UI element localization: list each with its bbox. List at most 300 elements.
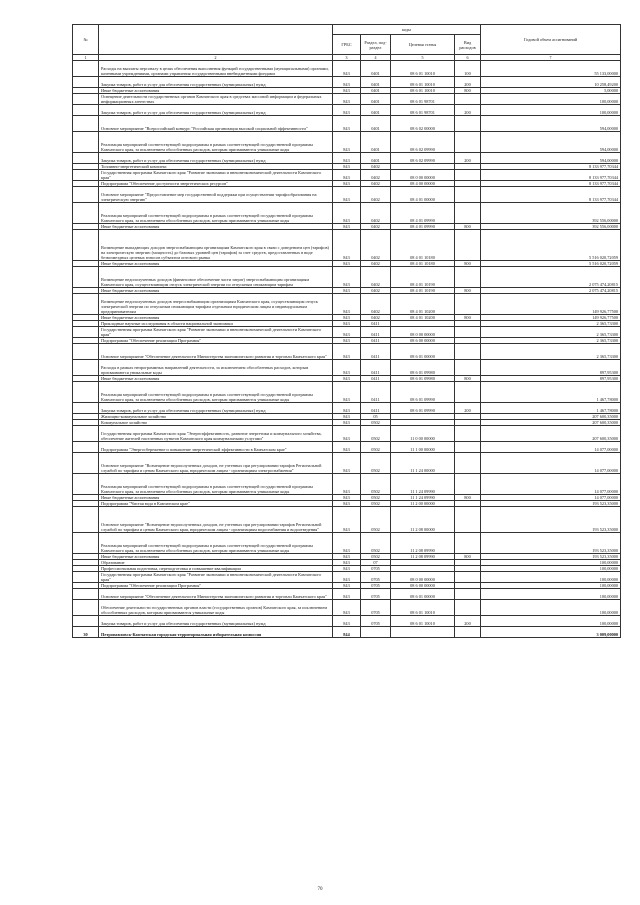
cell-rz: 0402 <box>361 230 391 261</box>
cell-amt: 1 467,78000 <box>481 382 621 403</box>
cell-amt: 100,00000 <box>481 560 621 566</box>
cell-grbs: 843 <box>333 267 361 288</box>
cell-cs: 11 1 24 00000 <box>391 453 455 474</box>
cell-grbs: 843 <box>333 495 361 501</box>
codes-group-header: коды <box>333 25 481 35</box>
cell-rz: 0705 <box>361 600 391 616</box>
cell-amt: 1 467,78000 <box>481 403 621 414</box>
cell-vr <box>455 627 481 638</box>
cell-rz: 0402 <box>361 181 391 187</box>
table-row <box>73 294 621 315</box>
cell-cs: 11 2 08 00000 <box>391 507 455 533</box>
table-row <box>73 230 621 261</box>
cell-grbs: 843 <box>333 338 361 344</box>
cell-no <box>73 616 99 627</box>
col-grbs-header: ГРБС <box>333 35 361 55</box>
cell-grbs: 844 <box>333 627 361 638</box>
cell-name: Образование <box>99 560 333 566</box>
cell-name: Закупка товаров, работ и услуг для обеспечения государственных (муниципальных) нужд <box>99 616 333 627</box>
cell-vr <box>455 187 481 203</box>
cell-rz: 0705 <box>361 616 391 627</box>
cell-grbs: 843 <box>333 153 361 164</box>
cell-amt: 392 556,00000 <box>481 224 621 230</box>
cell-vr <box>455 267 481 288</box>
cell-amt: 10 258,49200 <box>481 77 621 88</box>
cell-rz: 0402 <box>361 170 391 181</box>
cell-grbs: 843 <box>333 403 361 414</box>
cell-no <box>73 382 99 403</box>
cell-cs: 08 6 01 10010 <box>391 77 455 88</box>
cell-cs: 08 6 01 09990 <box>391 382 455 403</box>
cell-name: Возмещение выпадающих доходов энергоснабжающим организациям Камчатского края в связи с доведением цен (тарифов) на электрическую энергию (мощность) до базовых уровней цен (тарифов) за счет средств, предоставленных в виде безвозмездных целевых взносов субъектом оптового рынка <box>99 230 333 261</box>
cell-cs: 08 4 01 10190 <box>391 288 455 294</box>
cell-no <box>73 94 99 105</box>
table-body <box>73 61 621 638</box>
cell-rz <box>361 627 391 638</box>
col-index: 3 <box>333 55 361 61</box>
cell-cs: 08 6 01 98701 <box>391 105 455 116</box>
cell-cs <box>391 627 455 638</box>
cell-amt: 193 523,35000 <box>481 501 621 507</box>
cell-grbs: 843 <box>333 294 361 315</box>
cell-cs: 08 4 00 00000 <box>391 181 455 187</box>
cell-rz: 07 <box>361 560 391 566</box>
cell-name: Коммунальное хозяйство <box>99 420 333 426</box>
cell-amt: 193 523,35000 <box>481 554 621 560</box>
cell-amt: 5 516 020,72059 <box>481 230 621 261</box>
cell-name: Государственная программа Камчатского края "Энергоэффективность, развитие энергетики и коммунального хозяйства, обеспечение жителей населенных пунктов Камчатского края коммунальными услугами" <box>99 426 333 442</box>
cell-vr <box>455 116 481 132</box>
cell-cs: 08 4 01 09990 <box>391 224 455 230</box>
cell-amt: 193 523,35000 <box>481 533 621 554</box>
cell-rz: 0402 <box>361 164 391 170</box>
cell-vr <box>455 344 481 360</box>
cell-grbs: 843 <box>333 453 361 474</box>
cell-amt: 2 075 474,20815 <box>481 267 621 288</box>
cell-rz: 0402 <box>361 267 391 288</box>
table-row <box>73 187 621 203</box>
cell-name: Прикладные научные исследования в области национальной экономики <box>99 321 333 327</box>
cell-cs: 08 6 02 00000 <box>391 116 455 132</box>
cell-rz: 0411 <box>361 382 391 403</box>
cell-grbs: 843 <box>333 426 361 442</box>
cell-cs: 11 2 08 09990 <box>391 533 455 554</box>
cell-grbs: 843 <box>333 321 361 327</box>
cell-name: Реализация мероприятий соответствующей подпрограммы в рамках соответствующей государственной программы Камчатского края, за исключением обособленных расходов, которым присваиваются уникальные коды <box>99 382 333 403</box>
cell-grbs: 843 <box>333 442 361 453</box>
cell-cs: 11 1 24 09990 <box>391 495 455 501</box>
table-row <box>73 442 621 453</box>
col-index: 5 <box>391 55 455 61</box>
cell-no <box>73 344 99 360</box>
cell-rz: 0502 <box>361 554 391 560</box>
cell-amt: 149 926,77500 <box>481 294 621 315</box>
cell-amt: 207 600,35000 <box>481 420 621 426</box>
cell-cs: 08 4 01 10180 <box>391 230 455 261</box>
cell-grbs: 843 <box>333 315 361 321</box>
cell-vr <box>455 170 481 181</box>
cell-amt: 55 133,00000 <box>481 61 621 77</box>
cell-name: Основное мероприятие "Предоставление мер государственной поддержки при осуществлении тарифообразования на электрическую энергию" <box>99 187 333 203</box>
cell-grbs: 843 <box>333 501 361 507</box>
cell-rz: 0401 <box>361 88 391 94</box>
cell-grbs: 843 <box>333 164 361 170</box>
cell-cs: 08 0 00 00000 <box>391 327 455 338</box>
cell-no <box>73 116 99 132</box>
cell-grbs: 843 <box>333 414 361 420</box>
cell-vr <box>455 230 481 261</box>
cell-rz: 0502 <box>361 426 391 442</box>
cell-rz: 0402 <box>361 203 391 224</box>
cell-name: Подпрограмма "Энергосбережение и повышение энергетической эффективности в Камчатском крае" <box>99 442 333 453</box>
cell-rz: 0402 <box>361 187 391 203</box>
table-row <box>73 426 621 442</box>
cell-cs: 11 1 24 09990 <box>391 474 455 495</box>
cell-rz: 0705 <box>361 583 391 589</box>
cell-name: Иные бюджетные ассигнования <box>99 224 333 230</box>
cell-name: Освещение деятельности государственных органов Камчатского края в средствах массовой информации и федеральных информационных агентствах <box>99 94 333 105</box>
cell-name: Профессиональная подготовка, переподготовка и повышение квалификации <box>99 566 333 572</box>
cell-rz: 0402 <box>361 224 391 230</box>
cell-name: Иные бюджетные ассигнования <box>99 315 333 321</box>
cell-rz: 0705 <box>361 589 391 600</box>
cell-vr: 200 <box>455 616 481 627</box>
table-row <box>73 153 621 164</box>
cell-no <box>73 327 99 338</box>
cell-amt: 2 365,73300 <box>481 321 621 327</box>
cell-grbs: 843 <box>333 474 361 495</box>
cell-amt: 100,00000 <box>481 583 621 589</box>
cell-amt: 594,00000 <box>481 153 621 164</box>
page-number: 70 <box>317 887 323 892</box>
cell-grbs: 843 <box>333 116 361 132</box>
cell-name: Иные бюджетные ассигнования <box>99 376 333 382</box>
cell-rz: 0502 <box>361 501 391 507</box>
table-row <box>73 360 621 376</box>
cell-amt: 100,00000 <box>481 589 621 600</box>
cell-vr <box>455 474 481 495</box>
table-row <box>73 203 621 224</box>
cell-name: Иные бюджетные ассигнования <box>99 554 333 560</box>
cell-amt: 8 133 977,70344 <box>481 181 621 187</box>
cell-no <box>73 153 99 164</box>
cell-name: Возмещение недополученных доходов (финансовое обеспечение части затрат) энергоснабжающим организациям Камчатского края, осуществляющим отпуск электрической энергии по отпускным снижающим тарифам <box>99 267 333 288</box>
cell-grbs: 843 <box>333 600 361 616</box>
table-row <box>73 327 621 338</box>
table-row <box>73 105 621 116</box>
cell-grbs: 843 <box>333 533 361 554</box>
cell-amt: 100,00000 <box>481 616 621 627</box>
cell-no <box>73 61 99 77</box>
cell-grbs: 843 <box>333 376 361 382</box>
cell-cs: 11 1 00 00000 <box>391 442 455 453</box>
cell-grbs: 843 <box>333 77 361 88</box>
cell-no <box>73 267 99 288</box>
table-row <box>73 170 621 181</box>
cell-cs: 08 6 01 10010 <box>391 600 455 616</box>
cell-name: Подпрограмма "Обеспечение реализации Программы" <box>99 338 333 344</box>
table-row <box>73 616 621 627</box>
cell-amt: 392 556,00000 <box>481 203 621 224</box>
cell-cs: 08 6 00 00000 <box>391 583 455 589</box>
cell-grbs: 843 <box>333 105 361 116</box>
cell-rz: 0502 <box>361 453 391 474</box>
table-row <box>73 132 621 153</box>
cell-vr <box>455 572 481 583</box>
cell-grbs: 843 <box>333 616 361 627</box>
cell-cs: 08 6 01 09990 <box>391 403 455 414</box>
cell-amt: 100,00000 <box>481 600 621 616</box>
cell-amt: 2 365,73300 <box>481 338 621 344</box>
cell-rz: 0401 <box>361 132 391 153</box>
cell-rz: 0401 <box>361 61 391 77</box>
cell-grbs: 843 <box>333 94 361 105</box>
cell-rz: 0411 <box>361 321 391 327</box>
cell-vr: 200 <box>455 153 481 164</box>
cell-grbs: 843 <box>333 88 361 94</box>
cell-cs: 08 6 01 98701 <box>391 94 455 105</box>
budget-sheet <box>72 24 620 638</box>
cell-grbs: 843 <box>333 360 361 376</box>
cell-no <box>73 77 99 88</box>
cell-grbs: 843 <box>333 170 361 181</box>
cell-no <box>73 294 99 315</box>
cell-vr: 800 <box>455 495 481 501</box>
cell-rz: 0705 <box>361 566 391 572</box>
table-row <box>73 572 621 583</box>
cell-rz: 0401 <box>361 153 391 164</box>
cell-rz: 0502 <box>361 507 391 533</box>
table-row <box>73 382 621 403</box>
cell-cs: 08 4 01 09990 <box>391 203 455 224</box>
cell-grbs: 843 <box>333 507 361 533</box>
cell-name: Реализация мероприятий соответствующей подпрограммы в рамках соответствующей государственной программы Камчатского края, за исключением обособленных расходов, которым присваиваются уникальные коды <box>99 203 333 224</box>
cell-grbs: 843 <box>333 382 361 403</box>
cell-grbs: 843 <box>333 230 361 261</box>
col-index: 2 <box>99 55 333 61</box>
cell-amt: 100,00000 <box>481 566 621 572</box>
table-row <box>73 94 621 105</box>
col-amount-header: Годовой объем ассигнований <box>481 25 621 55</box>
cell-grbs: 843 <box>333 589 361 600</box>
cell-grbs: 843 <box>333 203 361 224</box>
cell-rz: 0411 <box>361 338 391 344</box>
cell-name: Основное мероприятие "Возмещение недополученных доходов, не учтенных при регулировании тарифов Региональной службой по тарифам и ценам Камчатского края, юридическим лицам - организациям водоснабжения и водоотведения" <box>99 507 333 533</box>
cell-cs: 08 0 00 00000 <box>391 572 455 583</box>
cell-rz: 0411 <box>361 403 391 414</box>
col-index: 1 <box>73 55 99 61</box>
cell-name: Основное мероприятие "Обеспечение деятельности Министерства экономического развития и торговли Камчатского края" <box>99 344 333 360</box>
cell-amt: 3 009,00000 <box>481 627 621 638</box>
cell-name: Закупка товаров, работ и услуг для обеспечения государственных (муниципальных) нужд <box>99 105 333 116</box>
cell-cs: 11 2 00 00000 <box>391 501 455 507</box>
cell-name: Возмещение недополученных доходов энергоснабжающим организациям Камчатского края, осуществляющим отпуск электрической энергии по отпускным снижающим тарифам отдельным юридическим лицам и индивидуальным предпринимателям <box>99 294 333 315</box>
cell-amt: 5 516 020,72059 <box>481 261 621 267</box>
cell-amt: 14 077,00000 <box>481 442 621 453</box>
cell-rz: 0401 <box>361 116 391 132</box>
cell-no <box>73 453 99 474</box>
cell-vr <box>455 294 481 315</box>
col-index: 4 <box>361 55 391 61</box>
table-row <box>73 507 621 533</box>
cell-amt: 2 075 474,20815 <box>481 288 621 294</box>
cell-cs: 08 6 01 09980 <box>391 360 455 376</box>
cell-name: Основное мероприятие "Возмещение недополученных доходов, не учтенных при регулировании тарифов Региональной службой по тарифам и ценам Камчатского края, юридическим лицам - организациям электроснабжения" <box>99 453 333 474</box>
col-name-header <box>99 25 333 55</box>
cell-rz: 0402 <box>361 294 391 315</box>
table-row <box>73 474 621 495</box>
cell-amt: 193 523,35000 <box>481 507 621 533</box>
cell-no <box>73 507 99 533</box>
cell-grbs: 843 <box>333 327 361 338</box>
cell-amt: 594,00000 <box>481 132 621 153</box>
cell-amt: 207 600,35000 <box>481 414 621 420</box>
cell-name: Подпрограмма "Чистая вода в Камчатском крае" <box>99 501 333 507</box>
table-row <box>73 116 621 132</box>
cell-vr <box>455 94 481 105</box>
cell-name: Иные бюджетные ассигнования <box>99 288 333 294</box>
cell-amt: 594,00000 <box>481 116 621 132</box>
cell-name: Реализация мероприятий соответствующей подпрограммы в рамках соответствующей государственной программы Камчатского края, за исключением обособленных расходов, которым присваиваются уникальные коды <box>99 474 333 495</box>
cell-rz: 0401 <box>361 94 391 105</box>
cell-vr: 800 <box>455 288 481 294</box>
cell-grbs: 843 <box>333 224 361 230</box>
cell-name: Жилищно-коммунальное хозяйство <box>99 414 333 420</box>
cell-rz: 0411 <box>361 360 391 376</box>
cell-no <box>73 230 99 261</box>
cell-no <box>73 600 99 616</box>
cell-no <box>73 572 99 583</box>
cell-vr <box>455 442 481 453</box>
cell-amt: 14 077,00000 <box>481 474 621 495</box>
cell-rz: 0502 <box>361 420 391 426</box>
cell-vr: 800 <box>455 315 481 321</box>
cell-cs: 08 6 00 00000 <box>391 338 455 344</box>
cell-no <box>73 403 99 414</box>
table-row <box>73 403 621 414</box>
table-row <box>73 77 621 88</box>
cell-cs: 08 6 01 00000 <box>391 589 455 600</box>
cell-vr <box>455 203 481 224</box>
cell-cs: 08 4 01 10200 <box>391 294 455 315</box>
cell-rz: 0402 <box>361 315 391 321</box>
cell-cs: 08 6 01 10010 <box>391 61 455 77</box>
cell-name: Государственная программа Камчатского края "Развитие экономики и внешнеэкономической деятельности Камчатского края" <box>99 170 333 181</box>
cell-grbs: 843 <box>333 566 361 572</box>
cell-name: Иные бюджетные ассигнования <box>99 88 333 94</box>
cell-cs: 11 2 08 09990 <box>391 554 455 560</box>
cell-amt: 8 133 977,70344 <box>481 164 621 170</box>
col-index: 7 <box>481 55 621 61</box>
cell-rz: 0502 <box>361 495 391 501</box>
cell-vr <box>455 533 481 554</box>
cell-cs: 08 6 02 09990 <box>391 132 455 153</box>
budget-table <box>72 24 621 638</box>
cell-vr: 800 <box>455 376 481 382</box>
cell-name: Закупка товаров, работ и услуг для обеспечения государственных (муниципальных) нужд <box>99 77 333 88</box>
cell-name: Основное мероприятие "Всероссийский конкурс "Российская организация высокой социальной эффективности" <box>99 116 333 132</box>
cell-amt: 897,95300 <box>481 376 621 382</box>
cell-amt: 149 926,77500 <box>481 315 621 321</box>
cell-name: Иные бюджетные ассигнования <box>99 495 333 501</box>
cell-rz: 0411 <box>361 344 391 360</box>
cell-amt: 100,00000 <box>481 94 621 105</box>
cell-name: Закупка товаров, работ и услуг для обеспечения государственных (муниципальных) нужд <box>99 403 333 414</box>
cell-grbs: 843 <box>333 132 361 153</box>
cell-name: Государственная программа Камчатского края "Развитие экономики и внешнеэкономической деятельности Камчатского края" <box>99 572 333 583</box>
cell-vr <box>455 382 481 403</box>
col-index: 6 <box>455 55 481 61</box>
table-row <box>73 589 621 600</box>
cell-rz: 0502 <box>361 442 391 453</box>
cell-rz: 0401 <box>361 105 391 116</box>
cell-name: Подпрограмма "Обеспечение реализации Программы" <box>99 583 333 589</box>
cell-cs: 08 6 02 09990 <box>391 153 455 164</box>
cell-name: Реализация мероприятий соответствующей подпрограммы в рамках соответствующей государственной программы Камчатского края, за исключением обособленных расходов, которым присваиваются уникальные коды <box>99 132 333 153</box>
cell-vr: 200 <box>455 77 481 88</box>
cell-no <box>73 426 99 442</box>
cell-name: Реализация мероприятий соответствующей подпрограммы в рамках соответствующей государственной программы Камчатского края, за исключением обособленных расходов, которым присваиваются уникальные коды <box>99 533 333 554</box>
cell-rz: 0401 <box>361 77 391 88</box>
cell-grbs: 843 <box>333 560 361 566</box>
cell-vr: 800 <box>455 88 481 94</box>
cell-rz: 0705 <box>361 572 391 583</box>
cell-amt: 897,95300 <box>481 360 621 376</box>
table-row <box>73 344 621 360</box>
cell-no: 30 <box>73 627 99 638</box>
cell-vr: 200 <box>455 105 481 116</box>
cell-rz: 0502 <box>361 474 391 495</box>
cell-grbs: 843 <box>333 288 361 294</box>
cell-amt: 100,00000 <box>481 105 621 116</box>
col-no-header: № <box>73 25 99 55</box>
cell-amt: 207 600,35000 <box>481 426 621 442</box>
table-row <box>73 267 621 288</box>
col-target-header: Целевая статья <box>391 35 455 55</box>
cell-name: Обеспечение деятельности государственных органов власти (государственных органов) Камчатского края, за исключением обособленных расходов, которым присваиваются уникальные коды <box>99 600 333 616</box>
cell-rz: 0502 <box>361 533 391 554</box>
cell-grbs: 843 <box>333 420 361 426</box>
cell-amt: 8 133 977,70344 <box>481 170 621 181</box>
cell-grbs: 843 <box>333 554 361 560</box>
cell-cs: 08 6 01 09980 <box>391 376 455 382</box>
cell-vr: 800 <box>455 261 481 267</box>
cell-vr: 100 <box>455 61 481 77</box>
cell-grbs: 843 <box>333 61 361 77</box>
cell-no <box>73 533 99 554</box>
cell-vr <box>455 589 481 600</box>
table-row <box>73 627 621 638</box>
cell-name: Основное мероприятие "Обеспечение деятельности Министерства экономического развития и торговли Камчатского края" <box>99 589 333 600</box>
cell-no <box>73 170 99 181</box>
cell-name: Петропавловск-Камчатская городская территориальная избирательная комиссия <box>99 627 333 638</box>
cell-vr <box>455 426 481 442</box>
cell-amt: 5,00000 <box>481 88 621 94</box>
cell-rz: 05 <box>361 414 391 420</box>
cell-amt: 100,00000 <box>481 572 621 583</box>
cell-cs: 08 0 00 00000 <box>391 170 455 181</box>
cell-no <box>73 187 99 203</box>
cell-amt: 2 365,73300 <box>481 344 621 360</box>
cell-name: Расходы в рамках непрограммных направлений деятельности, за исключением обособленных расходов, которым присваиваются уникальные коды <box>99 360 333 376</box>
cell-cs: 08 6 01 10010 <box>391 88 455 94</box>
cell-grbs: 843 <box>333 181 361 187</box>
cell-cs: 11 0 00 00000 <box>391 426 455 442</box>
cell-name: Иные бюджетные ассигнования <box>99 261 333 267</box>
cell-vr: 800 <box>455 224 481 230</box>
cell-rz: 0402 <box>361 261 391 267</box>
cell-no <box>73 203 99 224</box>
